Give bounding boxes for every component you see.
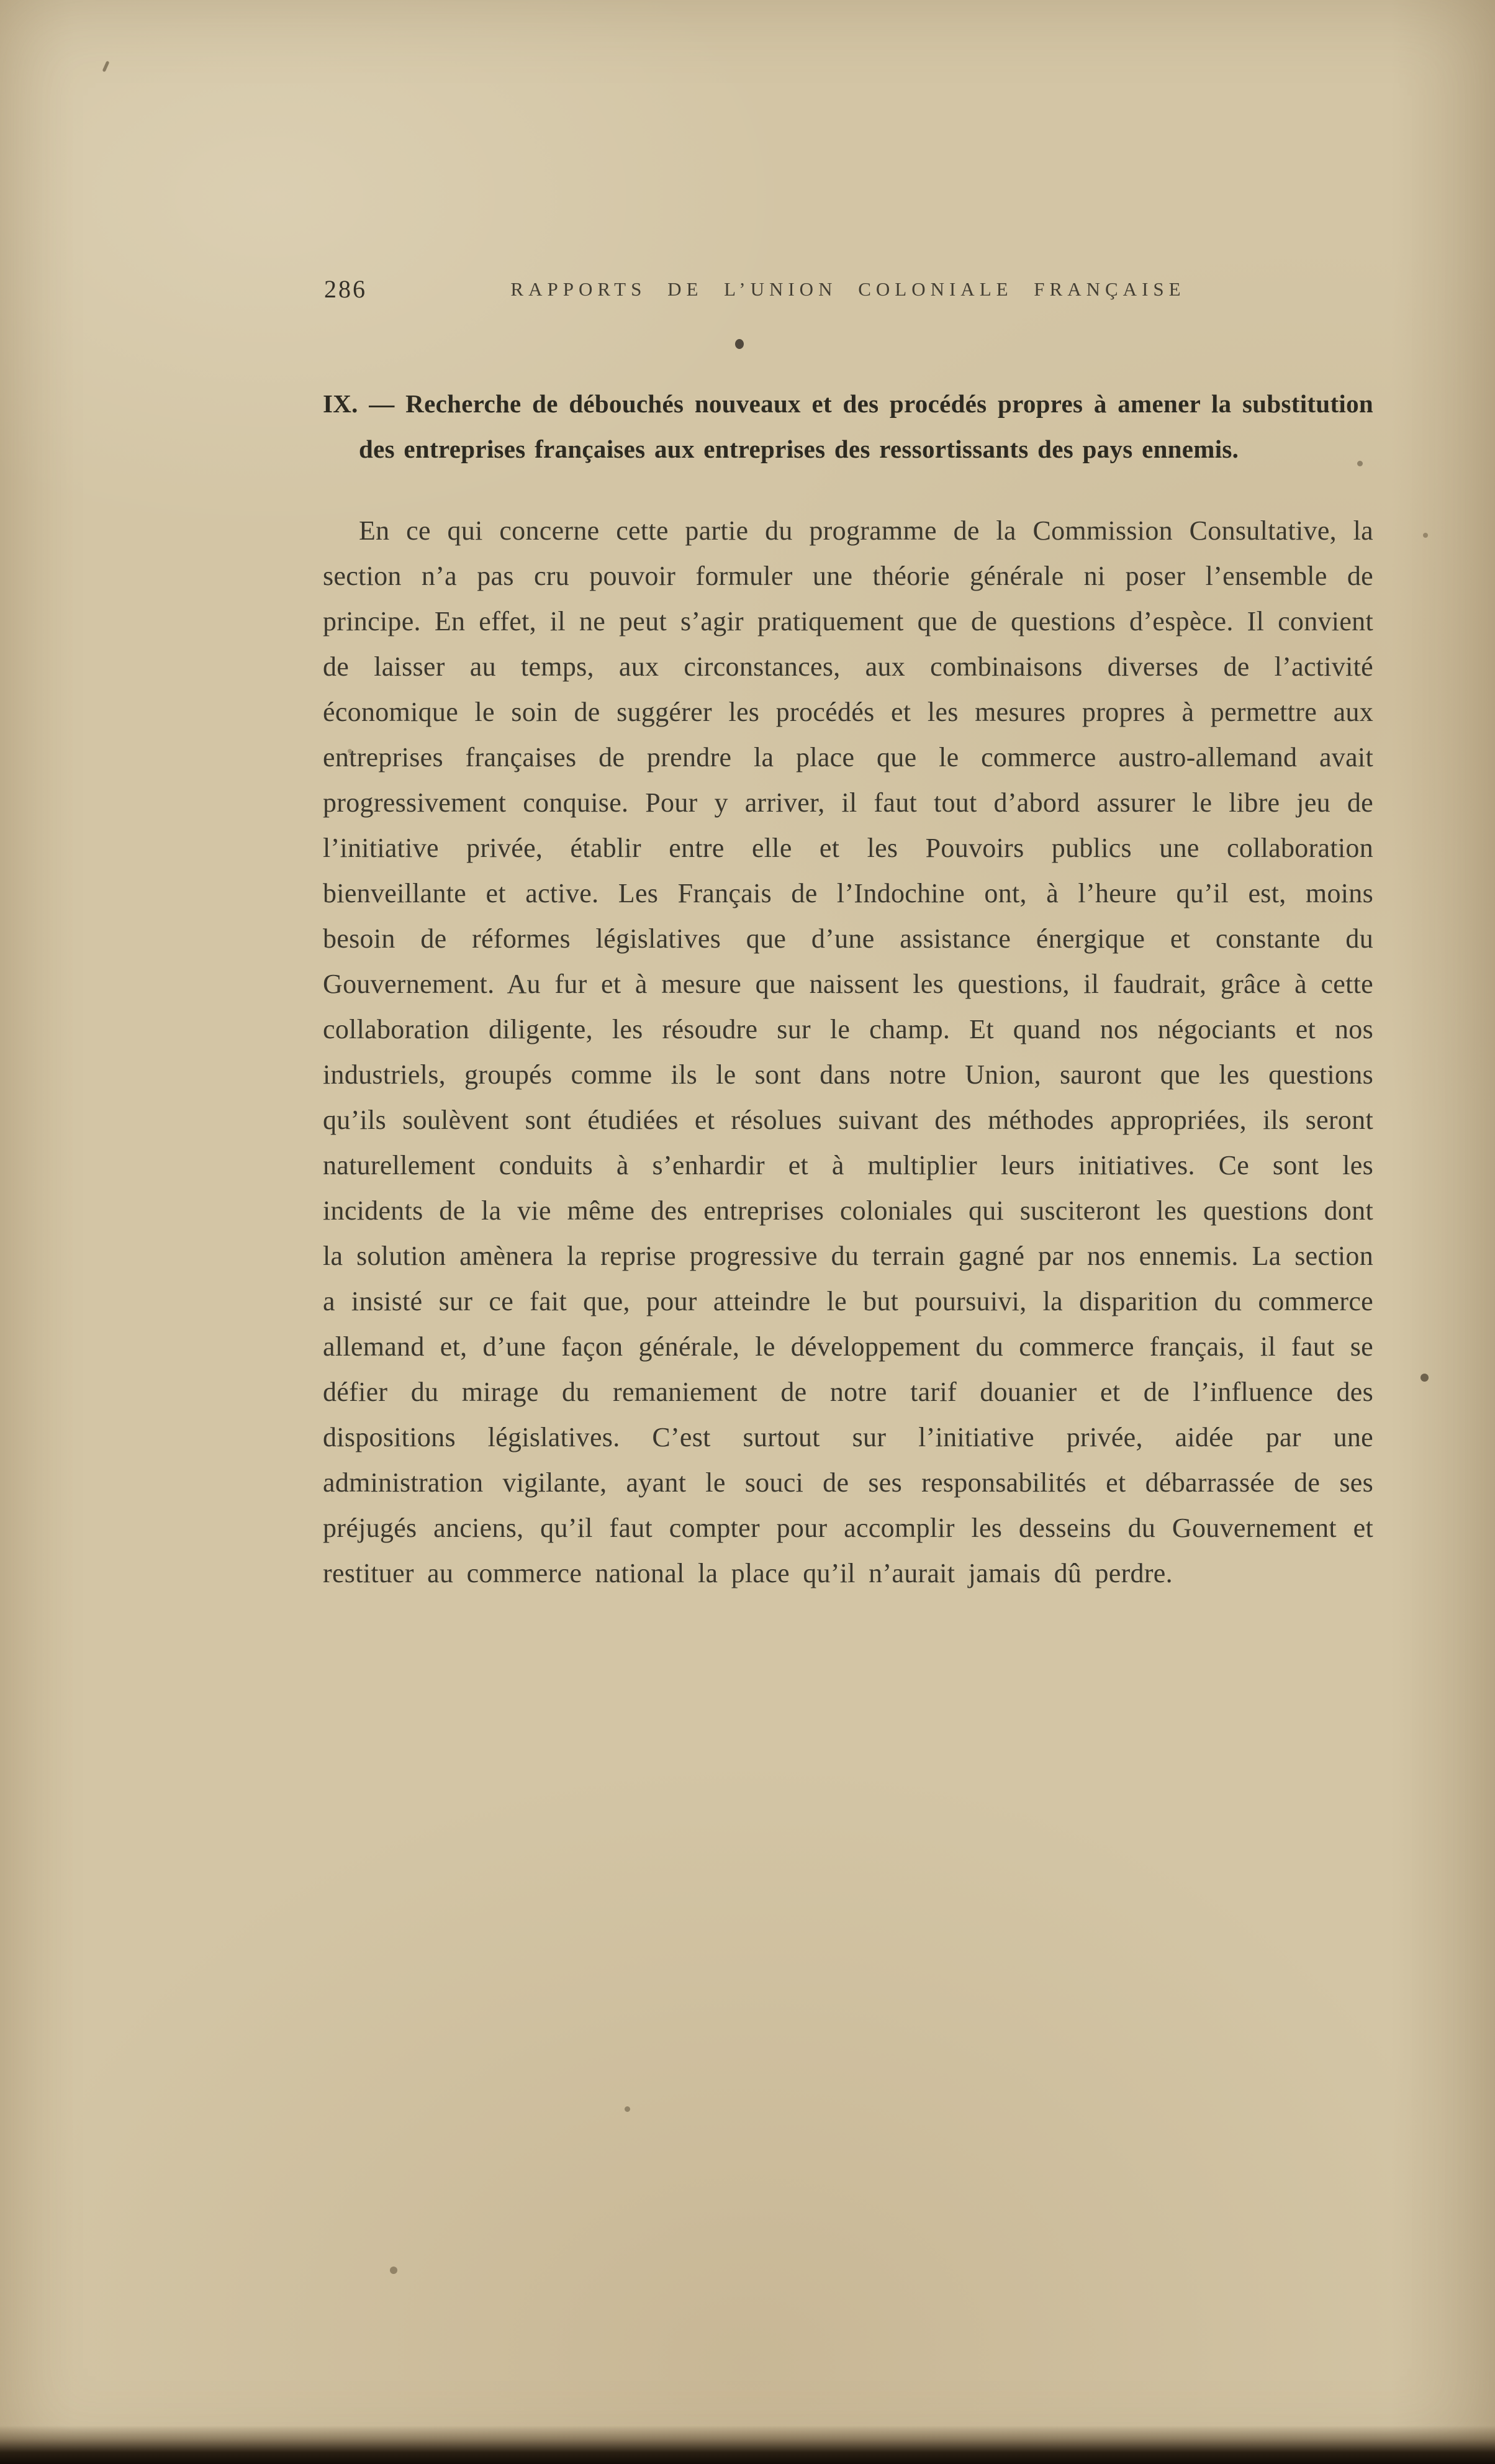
page-content <box>323 274 1373 1596</box>
page-header <box>323 274 1373 307</box>
scan-edge-shadow <box>0 2426 1495 2464</box>
section-heading: IX. — Recherche de débouchés nouveaux et des procédés propres à amener la substitution des entreprises françaises aux entreprises des ressortissants des pays ennemis. <box>323 389 1373 463</box>
paper-mark <box>102 61 110 72</box>
paper-speck <box>1420 1374 1429 1382</box>
paper-speck <box>1423 533 1428 538</box>
paper-speck <box>390 2267 397 2274</box>
body-paragraph: En ce qui concerne cette partie du programme de la Commission Consultative, la section n’a pas cru pouvoir formuler une théorie générale ni poser l’ensemble de principe. En effet, il ne peut s’agir pratiquement que de questions d’espèce. Il convient de laisser au temps, aux circonstances, aux combinaisons diverses de l’activité économique le soin de suggérer les procédés et les mesures propres à permettre aux entreprises françaises de prendre la place que le commerce austro-allemand avait progressivement conquise. Pour y arriver, il faut tout d’abord assurer le libre jeu de l’initiative privée, établir entre elle et les Pouvoirs publics une collaboration bienveillante et active. Les Français de l’Indochine ont, à l’heure qu’il est, moins besoin de réformes législatives que d’une assistance énergique et constante du Gouvernement. Au fur et à mesure que naissent les questions, il faudrait, grâce à cette collaboration diligente, les résoudre sur le champ. Et quand nos négociants et nos industriels, groupés comme ils le sont dans notre Union, sauront que les questions qu’ils soulèvent sont étudiées et résolues suivant des méthodes appropriées, ils seront naturellement conduits à s’enhardir et à multiplier leurs initiatives. Ce sont les incidents de la vie même des entreprises coloniales qui susciteront les questions dont la solution amènera la reprise progressive du terrain gagné par nos ennemis. La section a insisté sur ce fait que, pour atteindre le but poursuivi, la disparition du commerce allemand et, d’une façon générale, le développement du commerce français, il faut se défier du mirage du remaniement de notre tarif douanier et de l’influence des dispositions législatives. C’est surtout sur l’initiative privée, aidée par une administration vigilante, ayant le souci de ses responsabilités et débarrassée de ses préjugés anciens, qu’il faut compter pour accomplir les desseins du Gouvernement et restituer au commerce national la place qu’il n’aurait jamais dû perdre. <box>323 515 1373 1588</box>
paper-speck <box>625 2106 630 2112</box>
running-title: RAPPORTS DE L’UNION COLONIALE FRANÇAISE <box>510 278 1186 300</box>
page-number: 286 <box>324 275 367 303</box>
